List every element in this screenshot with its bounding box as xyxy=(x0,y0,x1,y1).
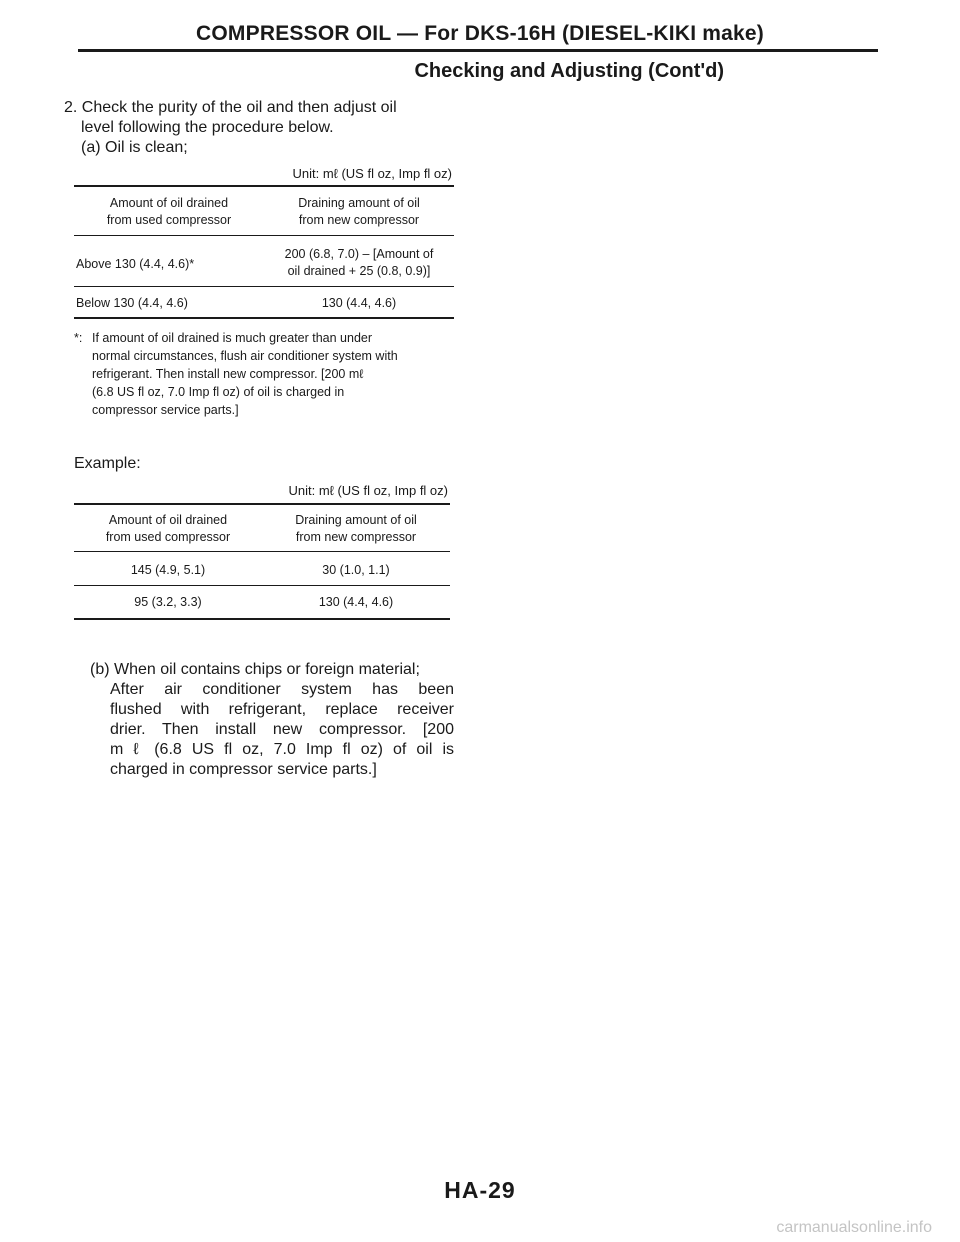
table-rule xyxy=(74,618,450,620)
example-table xyxy=(74,503,450,620)
table-rule xyxy=(74,235,454,236)
page-number: HA-29 xyxy=(444,1177,516,1203)
step-2-paragraph xyxy=(64,98,464,158)
example-row-1-used: 145 (4.9, 5.1) xyxy=(130,563,206,577)
table-header-used: Amount of oil drained from used compressor xyxy=(106,196,232,227)
example-row-2-new: 130 (4.4, 4.6) xyxy=(318,595,394,609)
example-unit: Unit: mℓ (US fl oz, Imp fl oz) xyxy=(288,483,448,498)
step-2b-heading: (b) When oil contains chips or foreign material; xyxy=(90,661,420,678)
row-2-new: 130 (4.4, 4.6) xyxy=(321,296,397,310)
table-rule xyxy=(74,317,454,319)
oil-clean-table xyxy=(74,185,454,319)
step-2b-paragraph: (b) When oil contains chips or foreign material; After air conditioner system has been flushed with refrigerant, replace receiver drier. Then install new compressor. [200 m ℓ (6.8 US fl oz, 7.0 Imp fl oz) of oil is charged in compressor service parts.] xyxy=(90,661,454,778)
row-2-used: Below 130 (4.4, 4.6) xyxy=(76,296,188,310)
table-rule xyxy=(74,286,454,287)
page-title: COMPRESSOR OIL — For DKS-16H (DIESEL-KIKI make) xyxy=(196,22,764,45)
example-label: Example: xyxy=(74,455,141,472)
title-rule xyxy=(78,49,878,52)
table-header-new: Draining amount of oil from new compressor xyxy=(298,196,420,227)
step-2-line-2: level following the procedure below. xyxy=(81,119,334,136)
example-row-1-new: 30 (1.0, 1.1) xyxy=(322,563,390,577)
example-row-2-used: 95 (3.2, 3.3) xyxy=(134,595,202,609)
footnote-marker: *: xyxy=(74,331,83,345)
step-2-line-1: 2. Check the purity of the oil and then adjust oil xyxy=(64,99,397,116)
footnote: *: If amount of oil drained is much greater than under normal circumstances, flush air conditioner system with refrigerant. Then install new compressor. [200 mℓ (6.8 US fl oz, 7.0 Imp fl oz) of oil is charged in compressor service parts.] xyxy=(74,331,398,417)
row-1-new: 200 (6.8, 7.0) – [Amount of oil drained + 25 (0.8, 0.9)] xyxy=(284,247,434,278)
example-header-new: Draining amount of oil from new compressor xyxy=(295,513,417,544)
table1-unit: Unit: mℓ (US fl oz, Imp fl oz) xyxy=(292,166,452,181)
row-1-used: Above 130 (4.4, 4.6)* xyxy=(76,257,195,271)
step-2a-heading: (a) Oil is clean; xyxy=(81,139,188,156)
example-header-used: Amount of oil drained from used compressor xyxy=(105,513,231,544)
watermark: carmanualsonline.info xyxy=(776,1219,932,1236)
section-subtitle: Checking and Adjusting (Cont'd) xyxy=(414,60,724,82)
table-rule xyxy=(74,551,450,552)
table-rule xyxy=(74,185,454,187)
table-rule xyxy=(74,503,450,505)
table-rule xyxy=(74,585,450,586)
